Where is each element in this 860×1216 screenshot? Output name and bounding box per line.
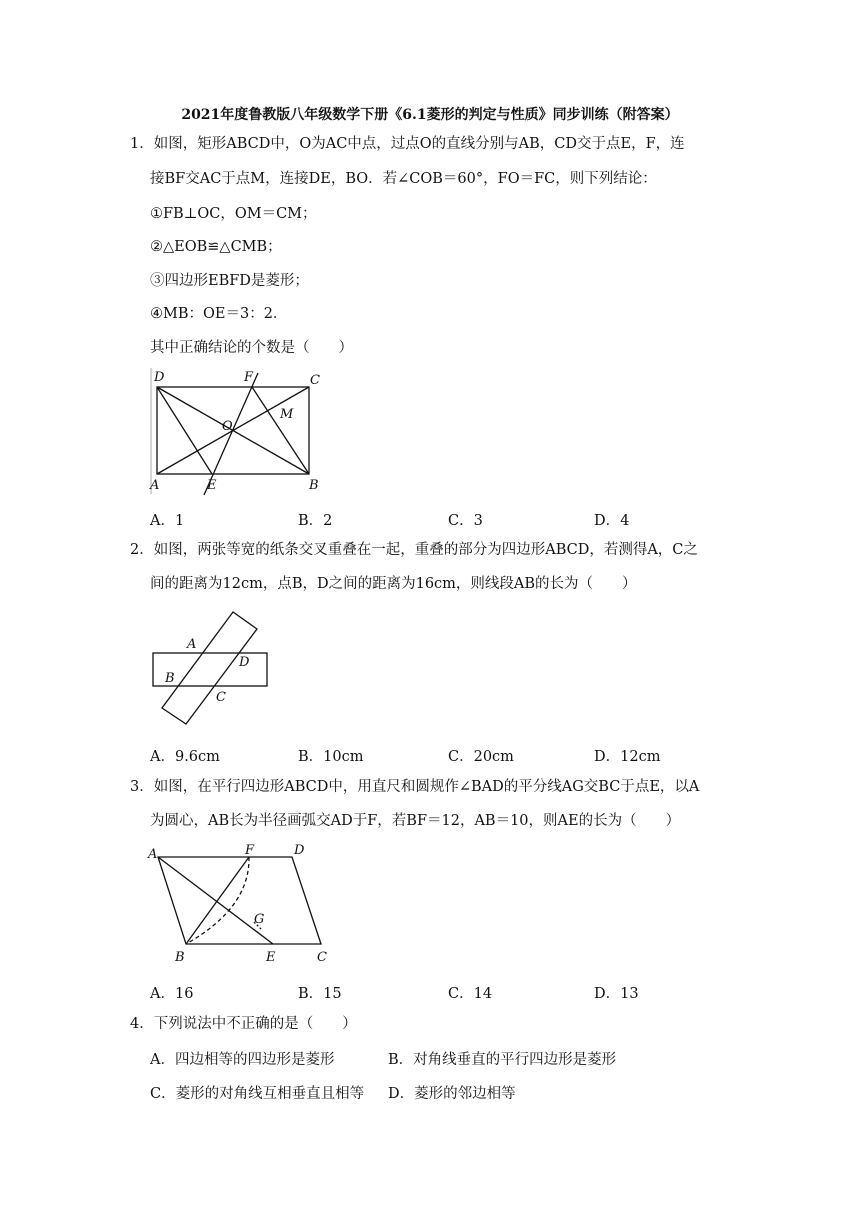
q2-label-b: B xyxy=(165,671,175,686)
q3-option-b: B．15 xyxy=(298,986,342,1002)
q1-option-d: D．4 xyxy=(594,513,630,529)
q1-option-b: B．2 xyxy=(298,513,333,529)
q2-figure xyxy=(140,602,280,732)
q1-stem-line1: 1．如图，矩形ABCD中，O为AC中点，过点O的直线分别与AB，CD交于点E，F，连 xyxy=(130,136,685,152)
q4-stem: 4．下列说法中不正确的是（ ） xyxy=(130,1016,357,1032)
q2-label-a: A xyxy=(187,637,197,652)
q2-label-c: C xyxy=(216,690,226,705)
q3-option-a: A．16 xyxy=(150,986,194,1002)
q1-label-a: A xyxy=(150,478,160,493)
q1-statement-1: ①FB⊥OC，OM＝CM； xyxy=(150,206,317,222)
q1-label-f: F xyxy=(244,370,254,385)
q4-option-c: C．菱形的对角线互相垂直且相等 xyxy=(150,1086,365,1102)
q1-statement-3: ③四边形EBFD是菱形； xyxy=(150,273,309,289)
q3-label-e: E xyxy=(266,950,276,965)
q1-option-a: A．1 xyxy=(150,513,185,529)
q3-label-g: G xyxy=(254,912,265,927)
q1-label-b: B xyxy=(309,478,319,493)
q2-option-c: C．20cm xyxy=(448,749,514,765)
q1-statement-2: ②△EOB≌△CMB； xyxy=(150,239,282,255)
q1-label-o: O xyxy=(222,419,233,434)
q1-figure xyxy=(140,362,340,497)
document-title: 2021年度鲁教版八年级数学下册《6.1菱形的判定与性质》同步训练（附答案） xyxy=(181,107,679,123)
q1-label-d: D xyxy=(154,370,165,385)
q1-label-m: M xyxy=(280,407,294,422)
q3-figure xyxy=(140,838,340,968)
q3-stem-line2: 为圆心，AB长为半径画弧交AD于F，若BF＝12，AB＝10，则AE的长为（ ） xyxy=(150,813,681,829)
q2-option-d: D．12cm xyxy=(594,749,661,765)
q4-option-a: A．四边相等的四边形是菱形 xyxy=(150,1052,335,1068)
q3-option-d: D．13 xyxy=(594,986,639,1002)
q3-label-c: C xyxy=(317,950,327,965)
q2-stem-line2: 间的距离为12cm，点B，D之间的距离为16cm，则线段AB的长为（ ） xyxy=(150,576,637,592)
q1-option-c: C．3 xyxy=(448,513,483,529)
q3-label-d: D xyxy=(294,843,305,858)
q1-prompt: 其中正确结论的个数是（ ） xyxy=(150,340,353,356)
q4-option-b: B．对角线垂直的平行四边形是菱形 xyxy=(388,1052,617,1068)
q1-statement-4: ④MB：OE＝3：2． xyxy=(150,306,288,322)
q2-stem-line1: 2．如图，两张等宽的纸条交叉重叠在一起，重叠的部分为四边形ABCD，若测得A，C之 xyxy=(130,542,698,558)
q3-label-f: F xyxy=(245,843,255,858)
q1-label-c: C xyxy=(310,373,320,388)
q3-stem-line1: 3．如图，在平行四边形ABCD中，用直尺和圆规作∠BAD的平分线AG交BC于点E，以A xyxy=(130,779,700,795)
q2-label-d: D xyxy=(239,655,250,670)
q2-option-b: B．10cm xyxy=(298,749,364,765)
q1-stem-line2: 接BF交AC于点M，连接DE，BO．若∠COB＝60°，FO＝FC，则下列结论： xyxy=(150,171,657,187)
q3-option-c: C．14 xyxy=(448,986,493,1002)
q2-option-a: A．9.6cm xyxy=(150,749,220,765)
q1-label-e: E xyxy=(207,478,217,493)
q3-label-a: A xyxy=(148,847,158,862)
q4-option-d: D．菱形的邻边相等 xyxy=(388,1086,516,1102)
q3-label-b: B xyxy=(175,950,185,965)
